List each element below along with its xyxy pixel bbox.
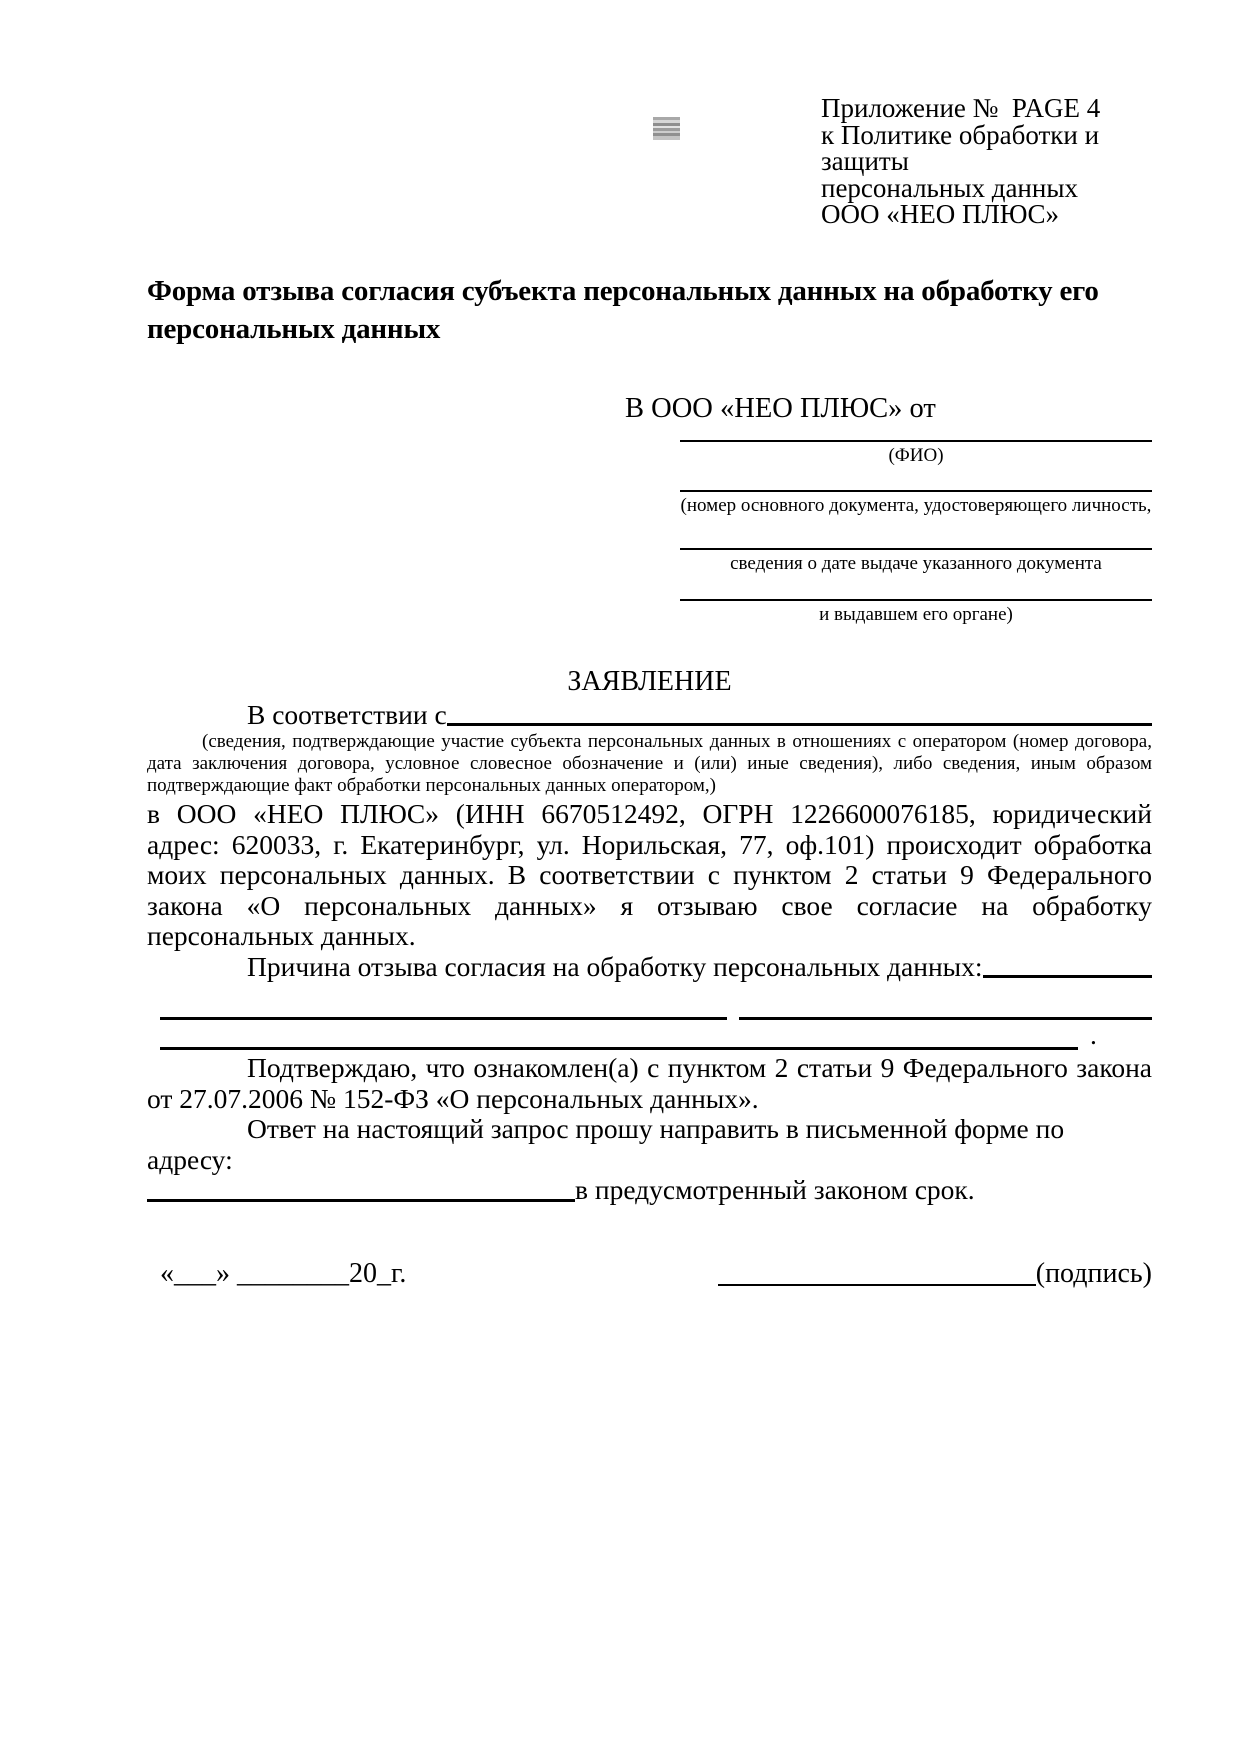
signature-block xyxy=(718,1258,1152,1290)
blank-line-terminator: . xyxy=(1090,1019,1097,1050)
company-name-line: ООО «НЕО ПЛЮС» xyxy=(821,199,1060,229)
document-number-blank-field xyxy=(680,490,1152,517)
reply-request-line: Ответ на настоящий запрос прошу направить в письменной форме по адресу: xyxy=(147,1113,1065,1175)
appendix-number-line: Приложение № PAGE 4 xyxy=(821,93,1101,123)
issue-date-blank-field xyxy=(680,548,1152,575)
addressee-line: В ООО «НЕО ПЛЮС» от xyxy=(625,392,936,424)
document-title: Форма отзыва согласия субъекта персональных данных на обработку его персональных данных xyxy=(147,274,1099,345)
intro-footnote: (сведения, подтверждающие участие субъекта персональных данных в отношениях с оператором (номер договора, дата заключения договора, условное словесное обозначение и (или) иные сведения), либо сведения, иным образом подтверждающие факт обработки персональных данных оператором,) xyxy=(147,731,1152,796)
document-number-caption: (номер основного документа, удостоверяющего личность, xyxy=(680,494,1152,516)
signature-caption: (подпись) xyxy=(1035,1257,1152,1289)
reply-tail-text: в предусмотренный законом срок. xyxy=(575,1174,975,1205)
blank-line-segment xyxy=(739,990,1152,1020)
reason-line xyxy=(147,952,1152,983)
pixelated-embedded-object-icon xyxy=(653,117,680,140)
appendix-header-block xyxy=(821,95,1152,228)
address-blank-line xyxy=(147,1199,575,1202)
blank-line-segment xyxy=(160,1047,1078,1050)
date-blank-line: «___» ________20_г. xyxy=(160,1257,407,1289)
page-header xyxy=(147,95,1152,228)
personal-data-line: персональных данных xyxy=(821,172,1078,203)
reply-address-line xyxy=(147,1175,1152,1206)
fio-blank-field xyxy=(680,440,1152,467)
statement-heading: ЗАЯВЛЕНИЕ xyxy=(567,665,732,697)
issuing-authority-caption: и выдавшем его органе) xyxy=(819,603,1013,625)
reason-blank-row-2 xyxy=(160,1020,1152,1050)
intro-blank-line xyxy=(447,722,1152,726)
reason-label: Причина отзыва согласия на обработку персональных данных: xyxy=(247,950,983,982)
reason-blank-row-1 xyxy=(160,990,1152,1020)
fio-caption: (ФИО) xyxy=(888,444,944,466)
signature-blank-line xyxy=(718,1260,1036,1286)
reason-blank-line xyxy=(983,974,1152,978)
confirmation-paragraph: Подтверждаю, что ознакомлен(а) с пунктом 2 статьи 9 Федерального закона от 27.07.2006 № 152-ФЗ «О персональных данных». xyxy=(147,1052,1152,1114)
issuing-authority-blank-field xyxy=(680,599,1152,626)
date-signature-row xyxy=(147,1258,1152,1290)
intro-prefix: В соответствии с xyxy=(247,698,447,730)
blank-line-segment xyxy=(160,990,727,1020)
issue-date-caption: сведения о дате выдаче указанного документа xyxy=(730,552,1102,574)
policy-reference-line: к Политике обработки и защиты xyxy=(821,119,1100,176)
intro-line xyxy=(147,700,1152,731)
statement-body-paragraph: в ООО «НЕО ПЛЮС» (ИНН 6670512492, ОГРН 1226600076185, юридический адрес: 620033, г. Екатеринбург, ул. Норильская, 77, оф.101) происходит обработка моих персональных данных. В соответствии с пунктом 2 статьи 9 Федерального закона «О персональных данных» я отзываю свое согласие на обработку персональных данных. xyxy=(147,798,1152,951)
